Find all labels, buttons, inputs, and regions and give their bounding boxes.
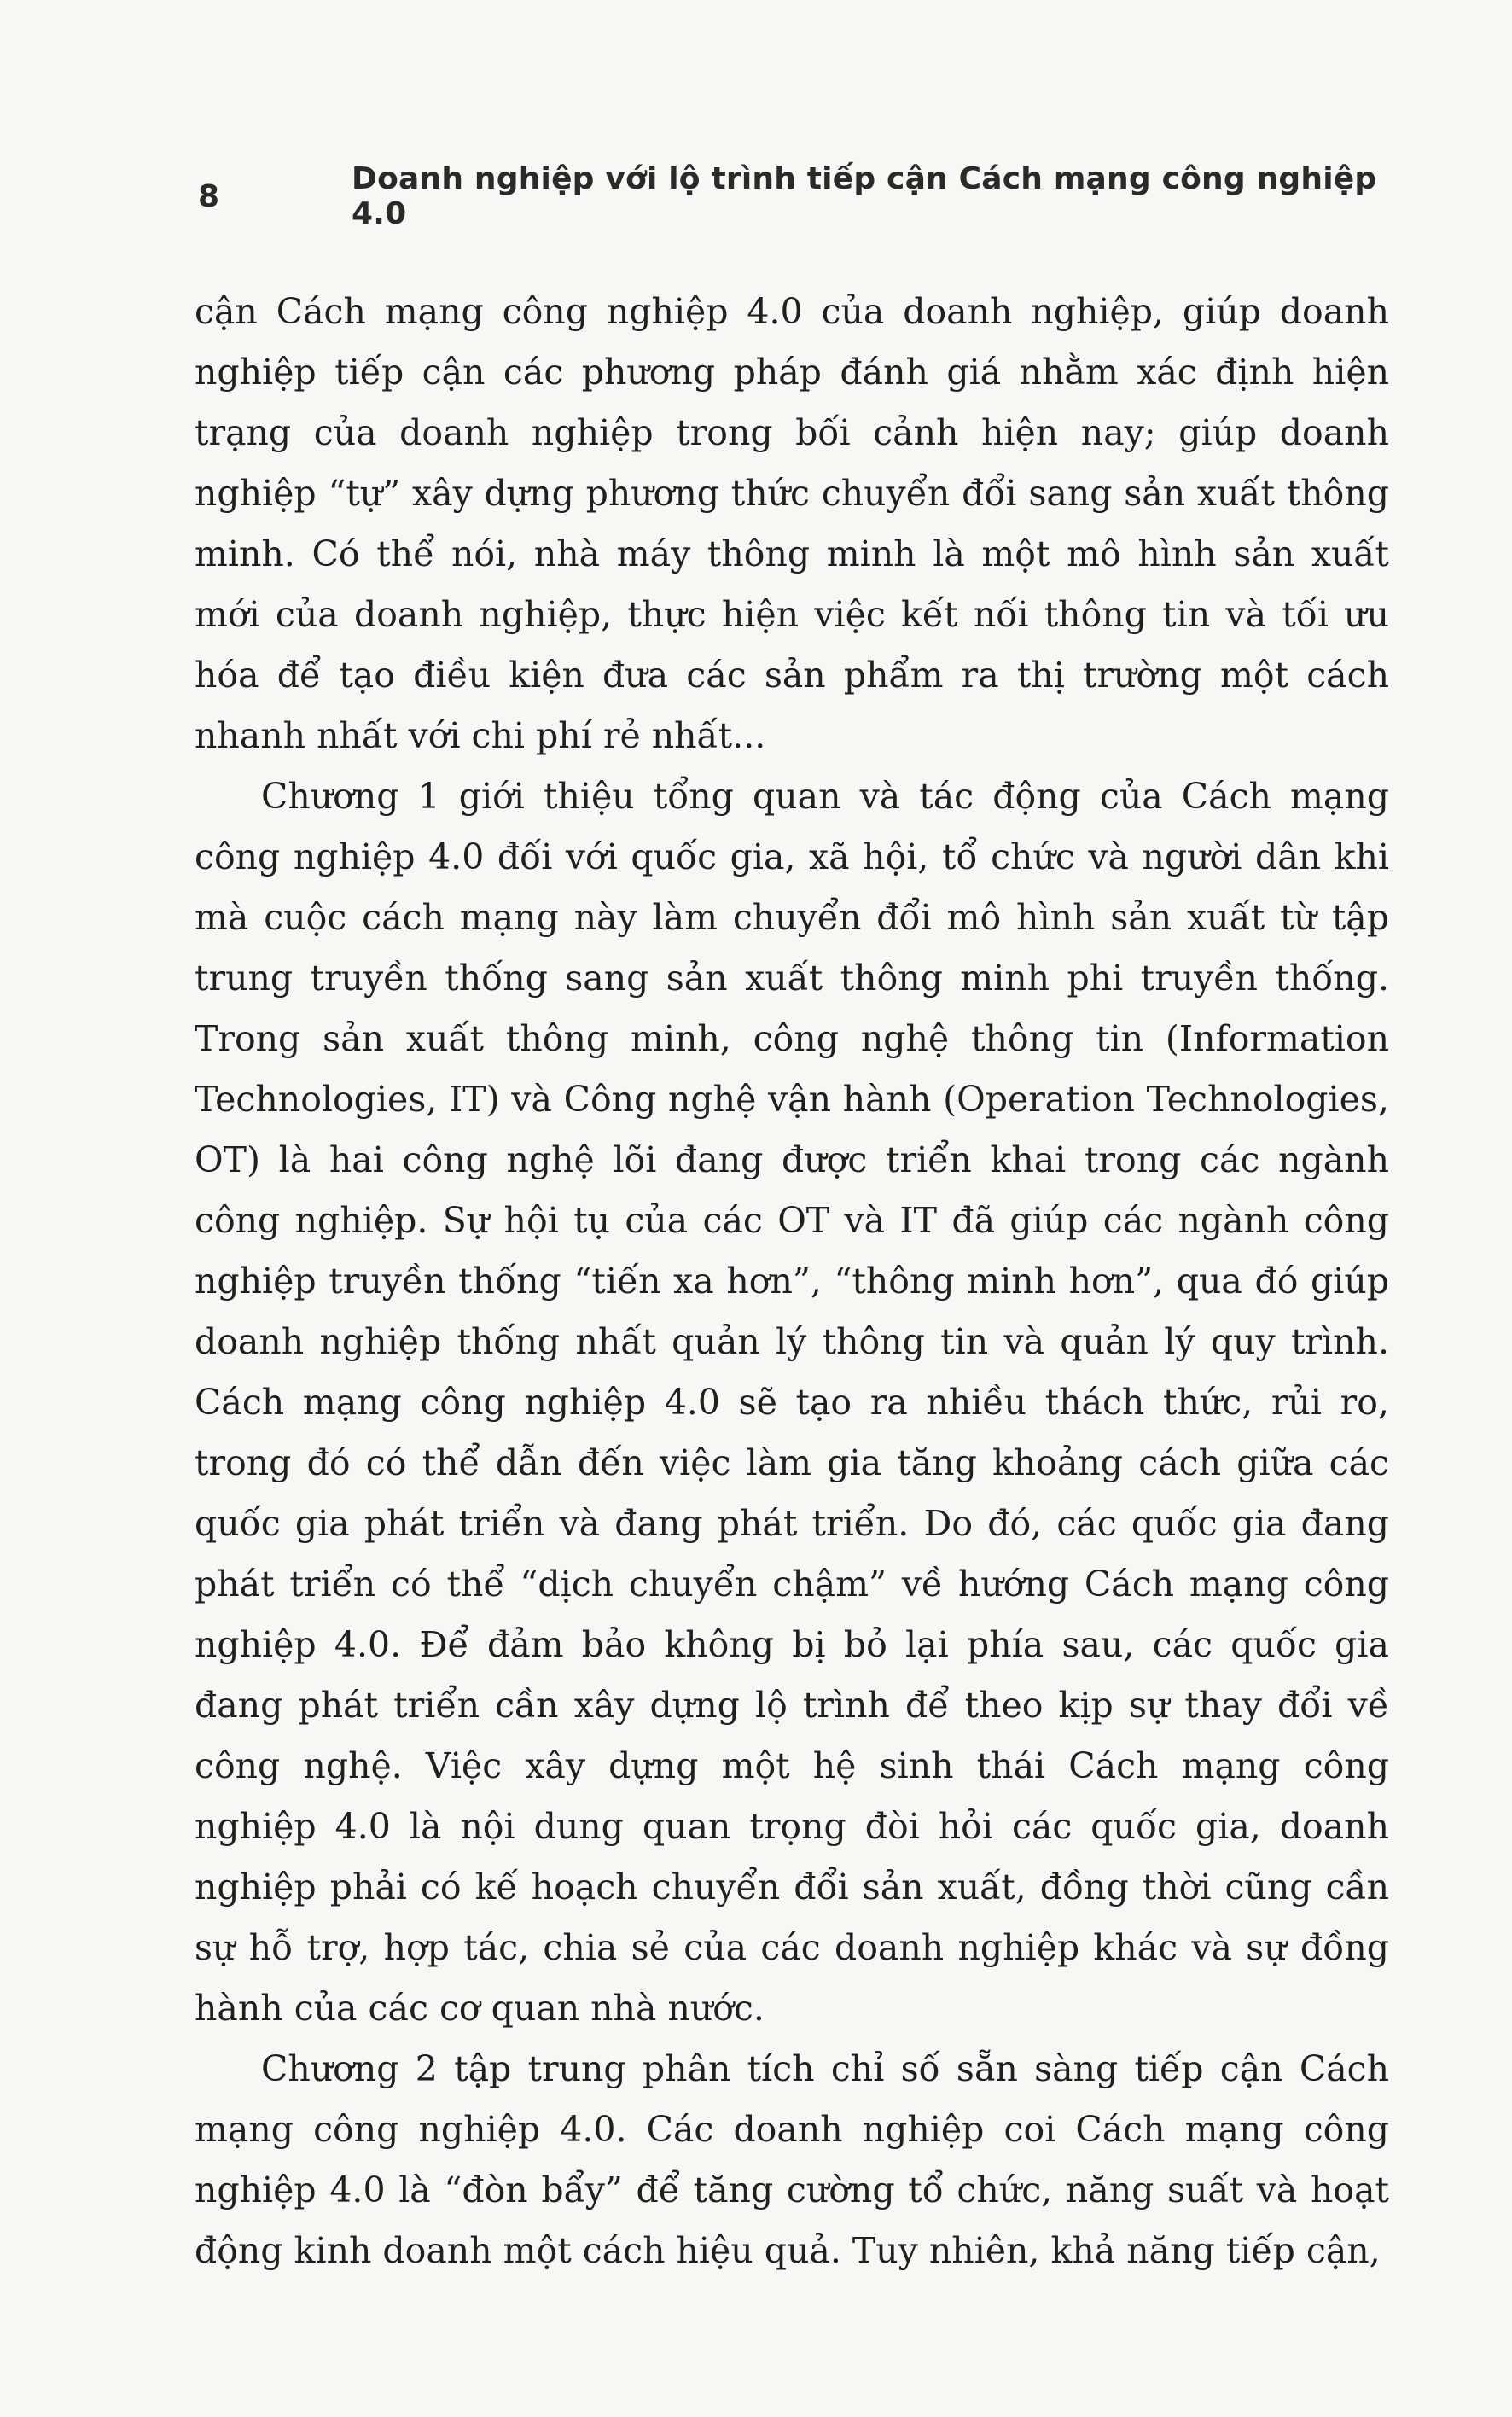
- paragraph-chapter-2: Chương 2 tập trung phân tích chỉ số sẵn sàng tiếp cận Cách mạng công nghiệp 4.0. Các doanh nghiệp coi Cách mạng công nghiệp 4.0 là “đòn bẩy” để tăng cường tổ chức, năng suất và hoạt động kinh doanh một cách hiệu quả. Tuy nhiên, khả năng tiếp cận,: [195, 2048, 1389, 2271]
- running-header: [195, 161, 1396, 231]
- page-number: 8: [198, 178, 220, 214]
- body-text: [195, 282, 1389, 2281]
- paragraph-continuation: cận Cách mạng công nghiệp 4.0 của doanh nghiệp, giúp doanh nghiệp tiếp cận các phương pháp đánh giá nhằm xác định hiện trạng của doanh nghiệp trong bối cảnh hiện nay; giúp doanh nghiệp “tự” xây dựng phương thức chuyển đổi sang sản xuất thông minh. Có thể nói, nhà máy thông minh là một mô hình sản xuất mới của doanh nghiệp, thực hiện việc kết nối thông tin và tối ưu hóa để tạo điều kiện đưa các sản phẩm ra thị trường một cách nhanh nhất với chi phí rẻ nhất...: [195, 291, 1389, 756]
- book-title: Doanh nghiệp với lộ trình tiếp cận Cách mạng công nghiệp 4.0: [352, 161, 1377, 231]
- paragraph-chapter-1: Chương 1 giới thiệu tổng quan và tác động của Cách mạng công nghiệp 4.0 đối với quốc gia, xã hội, tổ chức và người dân khi mà cuộc cách mạng này làm chuyển đổi mô hình sản xuất từ tập trung truyền thống sang sản xuất thông minh phi truyền thống. Trong sản xuất thông minh, công nghệ thông tin (Information Technologies, IT) và Công nghệ vận hành (Operation Technologies, OT) là hai công nghệ lõi đang được triển khai trong các ngành công nghiệp. Sự hội tụ của các OT và IT đã giúp các ngành công nghiệp truyền thống “tiến xa hơn”, “thông minh hơn”, qua đó giúp doanh nghiệp thống nhất quản lý thông tin và quản lý quy trình. Cách mạng công nghiệp 4.0 sẽ tạo ra nhiều thách thức, rủi ro, trong đó có thể dẫn đến việc làm gia tăng khoảng cách giữa các quốc gia phát triển và đang phát triển. Do đó, các quốc gia đang phát triển có thể “dịch chuyển chậm” về hướng Cách mạng công nghiệp 4.0. Để đảm bảo không bị bỏ lại phía sau, các quốc gia đang phát triển cần xây dựng lộ trình để theo kịp sự thay đổi về công nghệ. Việc xây dựng một hệ sinh thái Cách mạng công nghiệp 4.0 là nội dung quan trọng đòi hỏi các quốc gia, doanh nghiệp phải có kế hoạch chuyển đổi sản xuất, đồng thời cũng cần sự hỗ trợ, hợp tác, chia sẻ của các doanh nghiệp khác và sự đồng hành của các cơ quan nhà nước.: [195, 776, 1389, 2029]
